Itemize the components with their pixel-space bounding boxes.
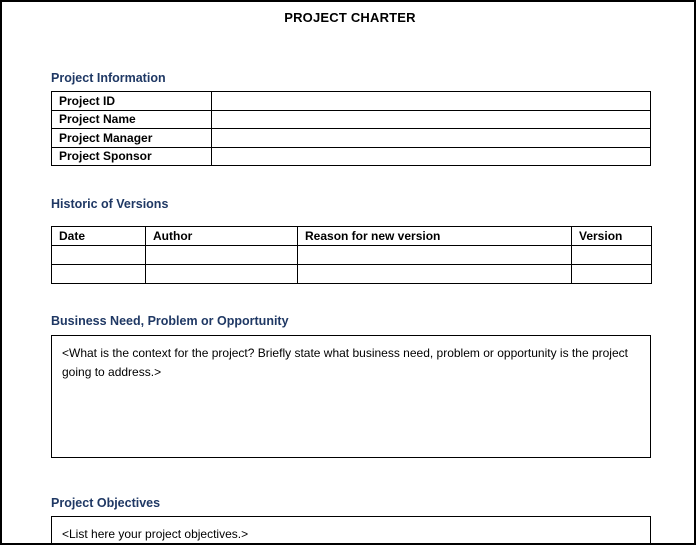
section-heading-historic-of-versions: Historic of Versions [51, 197, 169, 211]
table-row [52, 92, 651, 111]
table-row [52, 110, 651, 129]
row-label-project-id: Project ID [52, 92, 212, 111]
cell-date[interactable] [52, 265, 146, 284]
project-information-table [51, 91, 651, 166]
column-header-date: Date [52, 227, 146, 246]
table-row [52, 246, 652, 265]
business-need-placeholder-text: <What is the context for the project? Briefly state what business need, problem or opportunity is the project going to address.> [62, 346, 632, 379]
row-value-project-sponsor[interactable] [212, 147, 651, 166]
project-objectives-textbox[interactable] [51, 516, 651, 545]
column-header-reason-for-new-version: Reason for new version [298, 227, 572, 246]
cell-version[interactable] [572, 246, 652, 265]
column-header-author: Author [146, 227, 298, 246]
table-row [52, 129, 651, 148]
cell-reason[interactable] [298, 265, 572, 284]
row-label-project-name: Project Name [52, 110, 212, 129]
cell-reason[interactable] [298, 246, 572, 265]
row-label-project-sponsor: Project Sponsor [52, 147, 212, 166]
section-heading-project-information: Project Information [51, 71, 166, 85]
cell-version[interactable] [572, 265, 652, 284]
row-value-project-manager[interactable] [212, 129, 651, 148]
row-label-project-manager: Project Manager [52, 129, 212, 148]
section-heading-project-objectives: Project Objectives [51, 496, 161, 510]
table-row [52, 265, 652, 284]
cell-author[interactable] [146, 246, 298, 265]
table-row [52, 147, 651, 166]
business-need-textbox[interactable] [51, 335, 651, 458]
project-objectives-placeholder-text: <List here your project objectives.> [62, 527, 249, 541]
page-title: PROJECT CHARTER [284, 10, 416, 25]
table-header-row [52, 227, 652, 246]
row-value-project-id[interactable] [212, 92, 651, 111]
cell-date[interactable] [52, 246, 146, 265]
cell-author[interactable] [146, 265, 298, 284]
historic-versions-table [51, 226, 652, 284]
row-value-project-name[interactable] [212, 110, 651, 129]
column-header-version: Version [572, 227, 652, 246]
section-heading-business-need: Business Need, Problem or Opportunity [51, 314, 289, 328]
